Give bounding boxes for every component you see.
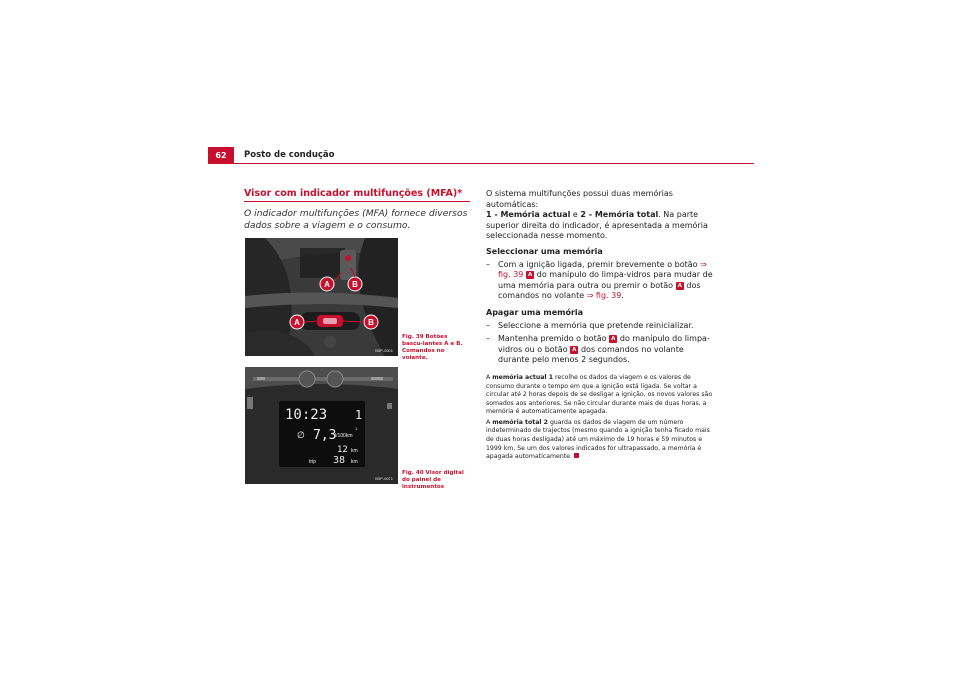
fig40-code: B5P-0671 [375,476,393,481]
display-consumption-unit: l/100km [335,433,353,439]
button-a-badge: A [572,346,577,353]
button-a-badge: A [527,272,533,279]
title-rule [244,201,470,202]
display-range: 12 [337,445,348,455]
display-range-unit: km [351,448,358,454]
memory-actual-label: 1 - Memória actual [486,210,571,220]
paragraph-memories: O sistema multifunções possui duas memórias automáticas: 1 - Memória actual e 2 - Memória total. Na parte superior direita do indicador, é apresentada a memória seleccionada nesse momento. [486,189,708,241]
label-b: B [368,318,374,327]
list-item: – Com a ignição ligada, premir brevemente o botão ⇒ fig. 39 A do manípulo do limpa-vidros para mudar de uma memória para outra ou premir o botão A dos comandos no volante ⇒ fig. 39. [486,259,713,301]
display-memory: 1 [355,408,363,422]
end-of-section-icon [574,453,579,458]
fig39-link[interactable]: ⇒ fig. 39 [498,259,707,280]
select-heading: Seleccionar uma memória [486,246,603,256]
memory-total-label: 2 - Memória total [580,210,659,220]
fig39-code: B5P-0501 [375,348,393,353]
list-item: – Mantenha premido o botão A do manípulo do limpa-vidros ou o botão A dos comandos no volante durante pelo menos 2 segundos. [486,334,710,365]
note-memory-actual: A memória actual 1 recolhe os dados da viagem e os valores de consumo durante o tempo em que a ignição está ligada. Se voltar a circular até 2 horas depois de se desligar a ignição, os novos valores são somados aos anteriores. Se não circular durante mais de duas horas, a memória é automaticamente apagada. [486,373,713,416]
section-title: Visor com indicador multifunções (MFA)* [244,188,463,199]
fig39-image [245,238,398,356]
erase-heading: Apagar uma memória [486,307,584,317]
display-consumption: 7,3 [313,428,337,443]
fig40-caption: Fig. 40 Visor digital do painel de instrumentos [402,470,464,490]
button-a-badge: A [677,282,682,289]
label-b: B [352,280,358,289]
display-time: 10:23 [285,407,328,423]
label-a: A [324,280,330,289]
button-a-badge: A [611,336,616,343]
display-trip-label: trip [309,459,316,465]
running-title: Posto de condução [244,150,335,160]
page-number: 62 [208,147,234,164]
display-trip-unit: km [351,459,358,465]
fig40-image [245,367,398,484]
cluster-illustration [245,367,398,484]
display-trip-value: 38 [333,455,346,466]
body-column [486,189,716,464]
display-avg-symbol: ∅ [297,431,305,441]
list-item: – Seleccione a memória que pretende reinicializar. [486,320,694,330]
header-rule [208,163,754,164]
fig39-caption: Fig. 39 Botões bascu-lantes A e B. Comandos no volante. [402,334,463,361]
note-memory-total: A memória total 2 guarda os dados de viagem de um número indeterminado de trajectos (mesmo quando a ignição tenha ficado mais de duas horas desligada) até um máximo de 19 horas e 59 minutos e 1999 km. Se um dos valores indicados for ultrapassado, a memória é apagada automaticamente. [486,418,710,461]
label-a: A [294,318,300,327]
stalk-illustration [245,238,398,356]
section-intro: O indicador multifunções (MFA) fornece diversos dados sobre a viagem e o consumo. [244,208,468,231]
display-memory-small: 1 [355,426,358,431]
fig39-link[interactable]: ⇒ fig. 39 [586,291,622,301]
